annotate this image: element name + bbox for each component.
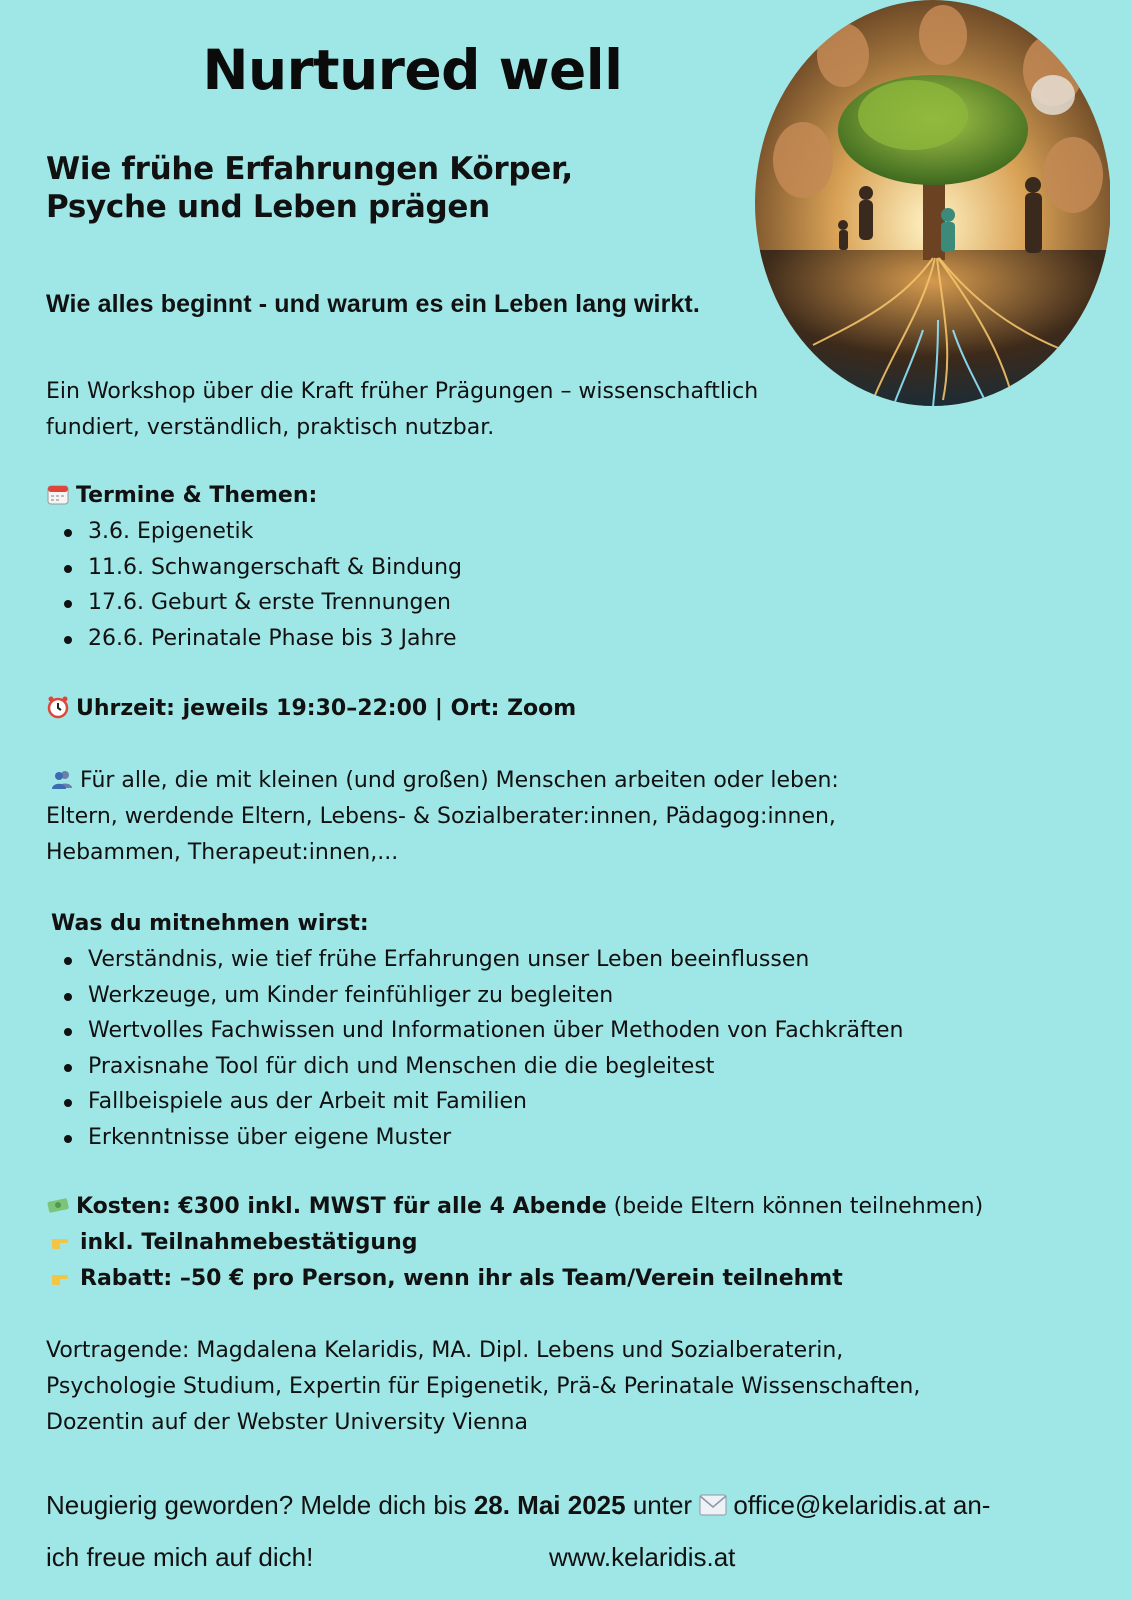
email-link[interactable]: office@kelaridis.at	[733, 1490, 946, 1520]
pointing-hand-icon	[50, 1229, 74, 1253]
confirm-line: inkl. Teilnahmebestätigung	[46, 1225, 1116, 1261]
footer-line-2: ich freue mich auf dich!	[46, 1542, 314, 1572]
page-title: Nurtured well	[202, 38, 623, 102]
dates-heading	[46, 478, 1046, 514]
takeaways-heading: Was du mitnehmen wirst:	[51, 911, 369, 936]
subtitle-line-2: Psyche und Leben prägen	[46, 189, 490, 225]
time-location	[46, 691, 576, 727]
intro-line-1: Ein Workshop über die Kraft früher Prägungen – wissenschaftlich	[46, 379, 759, 404]
discount-line: Rabatt: –50 € pro Person, wenn ihr als Team/Verein teilnehmt	[46, 1261, 1116, 1297]
footer-line-1: Neugierig geworden? Melde dich bis 28. Mai 2025 unter office@kelaridis.at an-	[46, 1490, 991, 1520]
subtitle-line-1: Wie frühe Erfahrungen Körper,	[46, 151, 573, 187]
registration-deadline: 28. Mai 2025	[473, 1490, 626, 1520]
speaker-line-3: Dozentin auf der Webster University Vienna	[46, 1410, 528, 1435]
time-label: Uhrzeit: jeweils 19:30–22:00 | Ort: Zoom	[76, 696, 577, 721]
list-item: 26.6. Perinatale Phase bis 3 Jahre	[88, 621, 1046, 657]
costs-bold: Kosten: €300 inkl. MWST für alle 4 Abende	[76, 1194, 607, 1219]
envelope-icon	[699, 1494, 727, 1516]
speaker-line-2: Psychologie Studium, Expertin für Epigenetik, Prä-& Perinatale Wissenschaften,	[46, 1374, 921, 1399]
tree-of-generations-illustration	[753, 0, 1110, 407]
list-item: 11.6. Schwangerschaft & Bindung	[88, 550, 1046, 586]
tagline: Wie alles beginnt - und warum es ein Leben lang wirkt.	[46, 290, 700, 318]
dates-list	[46, 514, 1046, 656]
list-item: 3.6. Epigenetik	[88, 514, 1046, 550]
intro-line-2: fundiert, verständlich, praktisch nutzbar.	[46, 415, 495, 440]
audience-line-1: Für alle, die mit kleinen (und großen) Menschen arbeiten oder leben:	[46, 763, 1046, 799]
intro-text	[46, 374, 826, 446]
list-item: 17.6. Geburt & erste Trennungen	[88, 585, 1046, 621]
subtitle	[46, 150, 666, 226]
audience-line-2: Eltern, werdende Eltern, Lebens- & Sozialberater:innen, Pädagog:innen,	[46, 804, 836, 829]
list-item: Erkenntnisse über eigene Muster	[88, 1120, 1106, 1156]
audience-line-3: Hebammen, Therapeut:innen,...	[46, 840, 399, 865]
alarm-clock-icon	[46, 695, 70, 719]
costs-section	[46, 1189, 1116, 1297]
list-item: Praxisnahe Tool für dich und Menschen die die begleitest	[88, 1049, 1106, 1085]
dates-heading-label: Termine & Themen:	[76, 483, 318, 508]
list-item: Verständnis, wie tief frühe Erfahrungen unser Leben beeinflussen	[88, 942, 1106, 978]
speaker-line-1: Vortragende: Magdalena Kelaridis, MA. Dipl. Lebens und Sozialberaterin,	[46, 1338, 844, 1363]
list-item: Wertvolles Fachwissen und Informationen über Methoden von Fachkräften	[88, 1013, 1106, 1049]
takeaways-list	[46, 942, 1106, 1156]
website-link[interactable]: www.kelaridis.at	[549, 1542, 736, 1572]
audience-section	[46, 763, 1046, 871]
money-icon	[46, 1193, 70, 1217]
people-icon	[50, 767, 74, 791]
calendar-icon	[46, 482, 70, 506]
list-item: Werkzeuge, um Kinder feinfühliger zu begleiten	[88, 978, 1106, 1014]
pointing-hand-icon	[50, 1265, 74, 1289]
costs-line	[46, 1189, 1116, 1225]
speaker-section	[46, 1333, 1116, 1441]
dates-section	[46, 478, 1046, 656]
costs-rest: (beide Eltern können teilnehmen)	[606, 1194, 984, 1219]
list-item: Fallbeispiele aus der Arbeit mit Familien	[88, 1084, 1106, 1120]
takeaways-section	[46, 906, 1106, 1156]
